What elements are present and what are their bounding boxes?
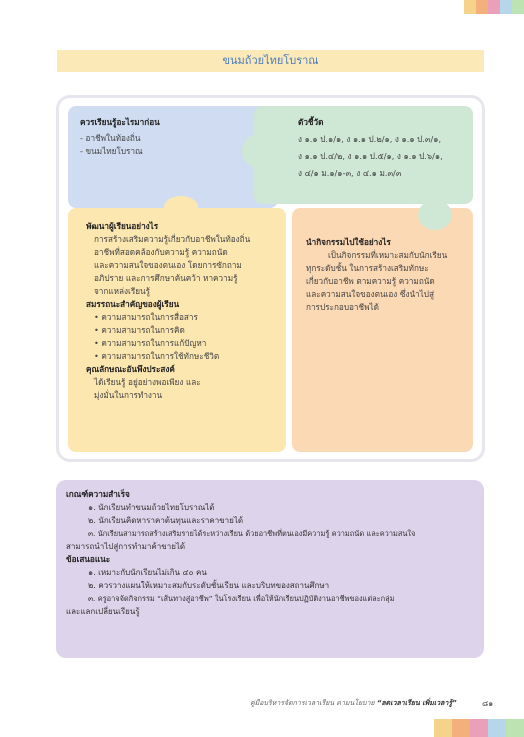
criteria-heading: เกณฑ์ความสำเร็จ	[66, 489, 130, 499]
page-number: ๘๑	[482, 699, 494, 708]
indicator-line: ง ๔/๑ ม.๑/๑-๓, ง ๔.๑ ม.๓/๓	[298, 168, 402, 178]
page-title: ขนมถ้วยไทยโบราณ	[57, 50, 484, 72]
indicator-line: ง ๑.๑ ป.๔/๒, ง ๑.๑ ป.๕/๑, ง ๑.๑ ป.๖/๑,	[298, 151, 443, 161]
puzzle-knob	[242, 134, 276, 168]
apply-line: ทุกระดับชั้น ในการสร้างเสริมทักษะ	[306, 263, 429, 273]
indicators-heading: ตัวชี้วัด	[298, 117, 324, 127]
apply-line: เกี่ยวกับอาชีพ ตามความรู้ ความถนัด	[306, 276, 435, 286]
prior-knowledge-item: - อาชีพในท้องถิ่น	[80, 133, 141, 143]
criteria-item: ๒. นักเรียนคิดหาราคาต้นทุนและราคาขายได้	[88, 516, 244, 525]
develop-learner-piece	[68, 208, 286, 452]
apply-heading: นำกิจกรรมไปใช้อย่างไร	[306, 237, 391, 247]
character-line: มุ่งมั่นในการทำงาน	[94, 390, 163, 400]
competency-item: • ความสามารถในการใช้ทักษะชีวิต	[94, 351, 220, 361]
apply-line: การประกอบอาชีพได้	[306, 302, 379, 312]
character-heading: คุณลักษณะอันพึงประสงค์	[86, 364, 175, 374]
competency-item: • ความสามารถในการสื่อสาร	[94, 312, 198, 322]
criteria-item: ๑. นักเรียนทำขนมถ้วยไทยโบราณได้	[88, 503, 215, 512]
develop-line: การสร้างเสริมความรู้เกี่ยวกับอาชีพในท้องถิ่น	[94, 234, 251, 244]
criteria-item: ๓. นักเรียนสามารถสร้างเสริมรายได้ระหว่างเรียน ด้วยอาชีพที่ตนเองมีความรู้ ความถนัด และความสนใจ	[88, 529, 416, 538]
competency-item: • ความสามารถในการแก้ปัญหา	[94, 338, 207, 348]
prior-knowledge-item: - ขนมไทยโบราณ	[80, 146, 143, 156]
apply-activity-piece	[292, 208, 473, 452]
prior-knowledge-heading: ควรเรียนรู้อะไรมาก่อน	[80, 117, 160, 127]
apply-line: เป็นกิจกรรมที่เหมาะสมกับนักเรียน	[328, 250, 448, 260]
footer-slogan: “ลดเวลาเรียน เพิ่มเวลารู้”	[376, 699, 457, 707]
footer-text: คู่มือบริหารจัดการเวลาเรียน ตามนโยบาย	[250, 699, 375, 707]
suggestion-item-continued: และแลกเปลี่ยนเรียนรู้	[66, 607, 140, 616]
competency-item: • ความสามารถในการคิด	[94, 325, 185, 335]
suggestion-item: ๒. ควรวางแผนให้เหมาะสมกับระดับชั้นเรียน และบริบทของสถานศึกษา	[88, 581, 330, 590]
footer	[250, 698, 480, 709]
criteria-box	[56, 480, 484, 658]
develop-heading: พัฒนาผู้เรียนอย่างไร	[86, 221, 159, 231]
top-decorative-stripes	[464, 0, 524, 14]
suggestion-item: ๑. เหมาะกับนักเรียนไม่เกิน ๔๐ คน	[88, 568, 207, 577]
indicators-piece	[254, 106, 473, 204]
develop-line: อภิปราย และการศึกษาค้นคว้า หาความรู้	[94, 273, 238, 283]
competency-heading: สมรรถนะสำคัญของผู้เรียน	[86, 299, 180, 309]
suggestions-heading: ข้อเสนอแนะ	[66, 554, 111, 564]
apply-line: และความสนใจของตนเอง ซึ่งนำไปสู่	[306, 289, 434, 299]
develop-line: จากแหล่งเรียนรู้	[94, 286, 151, 296]
indicator-line: ง ๑.๑ ป.๑/๑, ง ๑.๑ ป.๒/๑, ง ๑.๑ ป.๓/๑,	[298, 134, 442, 144]
develop-line: และความสนใจของตนเอง โดยการซักถาม	[94, 260, 242, 270]
character-line: ได้เรียนรู้ อยู่อย่างพอเพียง และ	[94, 377, 201, 387]
criteria-item-continued: สามารถนำไปสู่การทำมาค้าขายได้	[66, 542, 186, 551]
puzzle-knob	[418, 200, 452, 230]
develop-line: อาชีพที่สอดคล้องกับความรู้ ความถนัด	[94, 247, 228, 257]
suggestion-item: ๓. ครูอาจจัดกิจกรรม “เส้นทางสู่อาชีพ” ในโรงเรียน เพื่อให้นักเรียนปฏิบัติงานอาชีพของแต่ละกลุ่ม	[88, 594, 395, 603]
bottom-decorative-stripes	[434, 719, 524, 737]
